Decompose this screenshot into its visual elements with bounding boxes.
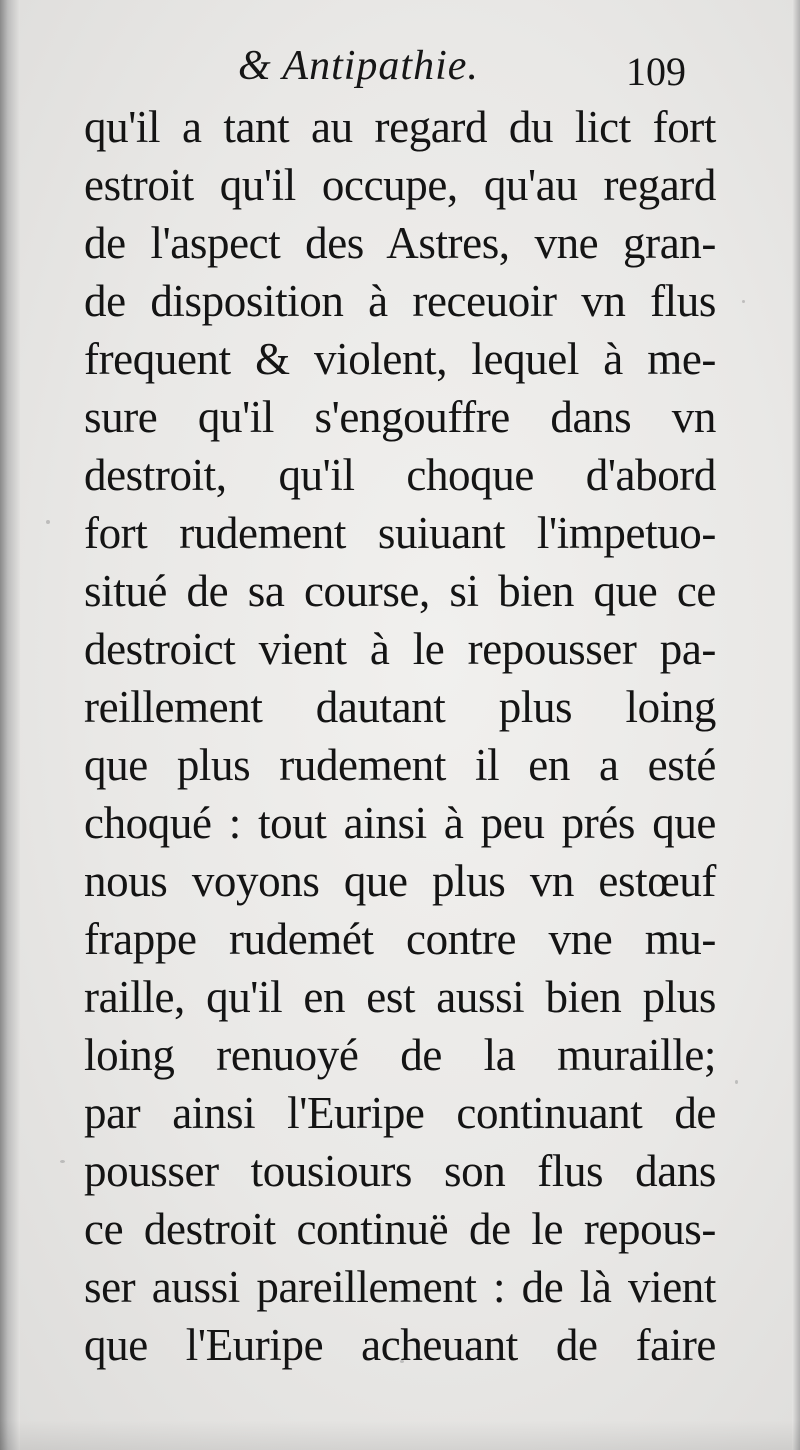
text-line: destroict vient à le repousser pa- [84,624,716,674]
text-line: reillement dautant plus loing [84,682,716,732]
page-right-edge [792,0,800,1450]
text-line: nous voyons que plus vn estœuf [84,856,716,906]
text-line: situé de sa course, si bien que ce [84,566,716,616]
page-header [0,42,800,102]
paper-speck [60,1160,65,1163]
page-bottom-shadow [0,1420,800,1450]
text-line: choqué : tout ainsi à peu prés que [84,798,716,848]
page-binding-edge [0,0,20,1450]
paper-speck [46,520,50,524]
text-line: destroit, qu'il choque d'abord [84,450,716,500]
text-line: estroit qu'il occupe, qu'au regard [84,160,716,210]
text-line: frappe rudemét contre vne mu- [84,914,716,964]
text-line: ce destroit continuë de le repous- [84,1204,716,1254]
text-line: ser aussi pareillement : de là vient [84,1262,716,1312]
paper-speck [735,1080,738,1084]
text-line: de l'aspect des Astres, vne gran- [84,218,716,268]
text-line: pousser tousiours son flus dans [84,1146,716,1196]
page-number: 109 [626,49,686,94]
text-line: sure qu'il s'engouffre dans vn [84,392,716,442]
text-line: qu'il a tant au regard du lict fort [84,102,716,152]
text-line: raille, qu'il en est aussi bien plus [84,972,716,1022]
running-title: & Antipathie. [238,43,479,89]
text-line: par ainsi l'Euripe continuant de [84,1088,716,1138]
text-line: que plus rudement il en a esté [84,740,716,790]
text-line: loing renuoyé de la muraille; [84,1030,716,1080]
paper-speck [742,300,745,303]
text-line: de disposition à receuoir vn flus [84,276,716,326]
body-text [84,98,716,1374]
text-line: que l'Euripe acheuant de faire [84,1320,716,1370]
text-line: fort rudement suiuant l'impetuo- [84,508,716,558]
text-line: frequent & violent, lequel à me- [84,334,716,384]
